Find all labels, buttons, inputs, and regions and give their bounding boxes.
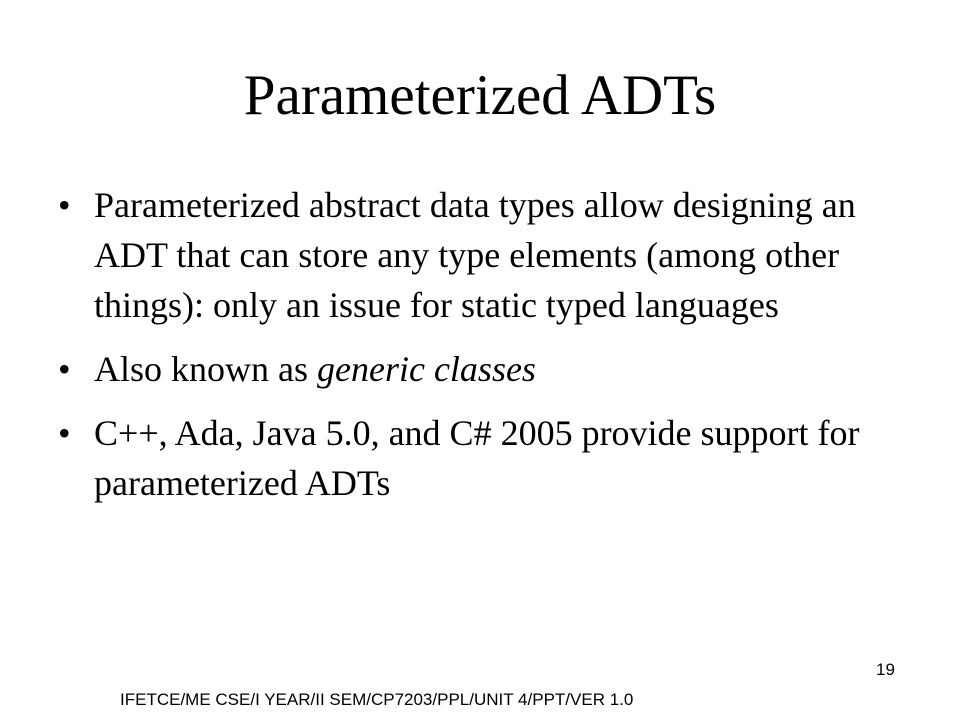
slide-title: Parameterized ADTs: [243, 64, 717, 127]
bullet-list: [56, 180, 916, 522]
footer-text: IFETCE/ME CSE/I YEAR/II SEM/CP7203/PPL/UNIT 4/PPT/VER 1.0: [120, 690, 634, 709]
bullet-icon: •: [58, 413, 71, 453]
bullet-text: Also known as: [94, 349, 317, 389]
bullet-icon: •: [58, 185, 71, 225]
bullet-item-generic-classes: [56, 344, 916, 394]
page-number: 19: [876, 660, 895, 679]
bullet-text: Parameterized abstract data types allow designing an ADT that can store any type elements (among other things): only an issue for static typed languages: [94, 185, 856, 325]
bullet-text: C++, Ada, Java 5.0, and C# 2005 provide support for parameterized ADTs: [94, 413, 860, 503]
bullet-icon: •: [58, 349, 71, 389]
bullet-item-language-support: [56, 408, 916, 508]
bullet-item-parameterized-adts: [56, 180, 916, 330]
bullet-emphasis: generic classes: [317, 349, 536, 389]
